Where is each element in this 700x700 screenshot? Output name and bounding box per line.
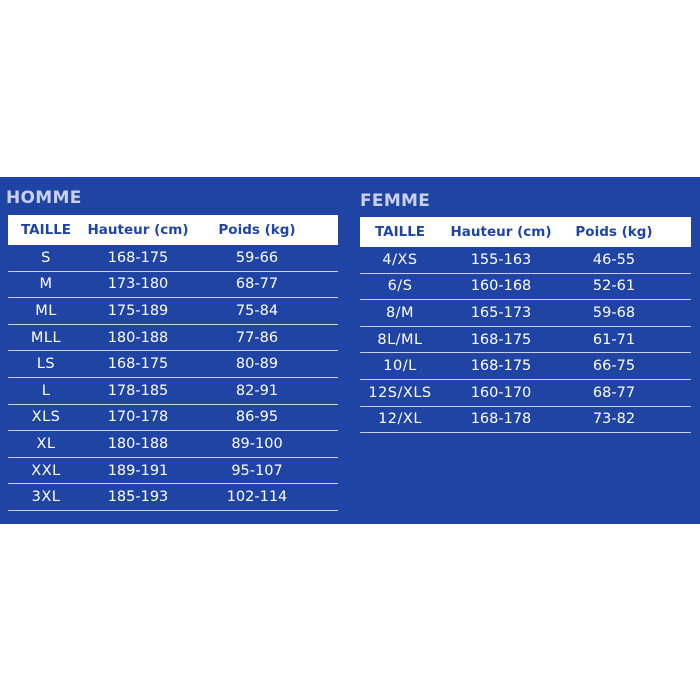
femme-header-taille: TAILLE: [374, 224, 426, 240]
weight-cell: 59-66: [235, 249, 279, 266]
femme-header-row: [360, 217, 691, 247]
table-row: [8, 405, 338, 432]
table-row: [8, 378, 338, 405]
table-row: [360, 300, 691, 327]
size-cell: 10/L: [383, 358, 417, 375]
femme-header-hauteur: Hauteur (cm): [450, 224, 552, 240]
size-cell: ML: [35, 302, 57, 319]
size-cell: 8/M: [385, 304, 415, 321]
table-row: [360, 353, 691, 380]
weight-cell: 46-55: [592, 251, 636, 268]
table-row: [8, 298, 338, 325]
homme-header-poids: Poids (kg): [218, 222, 296, 238]
height-cell: 165-173: [470, 304, 532, 321]
height-cell: 180-188: [107, 329, 169, 346]
size-cell: M: [39, 276, 53, 293]
homme-header-taille: TAILLE: [20, 222, 72, 238]
weight-cell: 89-100: [231, 435, 283, 452]
size-cell: 6/S: [387, 278, 413, 295]
height-cell: 178-185: [107, 382, 169, 399]
homme-size-table: [8, 185, 338, 511]
size-cell: LS: [36, 356, 56, 373]
size-cell: 12/XL: [378, 411, 422, 428]
size-cell: L: [41, 382, 51, 399]
weight-cell: 102-114: [226, 489, 288, 506]
weight-cell: 66-75: [592, 358, 636, 375]
size-cell: 12S/XLS: [368, 384, 432, 401]
weight-cell: 61-71: [592, 331, 636, 348]
height-cell: 175-189: [107, 302, 169, 319]
size-cell: XXL: [31, 462, 61, 479]
height-cell: 168-175: [470, 358, 532, 375]
height-cell: 168-178: [470, 411, 532, 428]
table-row: [360, 274, 691, 301]
height-cell: 180-188: [107, 435, 169, 452]
weight-cell: 68-77: [235, 276, 279, 293]
size-cell: XL: [36, 435, 56, 452]
table-row: [8, 325, 338, 352]
size-cell: 3XL: [31, 489, 61, 506]
table-row: [8, 351, 338, 378]
size-cell: 4/XS: [382, 251, 418, 268]
weight-cell: 59-68: [592, 304, 636, 321]
weight-cell: 95-107: [231, 462, 283, 479]
height-cell: 185-193: [107, 489, 169, 506]
femme-header-poids: Poids (kg): [575, 224, 653, 240]
table-row: [360, 327, 691, 354]
height-cell: 160-170: [470, 384, 532, 401]
homme-header-hauteur: Hauteur (cm): [87, 222, 189, 238]
weight-cell: 86-95: [235, 409, 279, 426]
table-row: [8, 245, 338, 272]
table-row: [8, 272, 338, 299]
height-cell: 168-175: [107, 356, 169, 373]
height-cell: 170-178: [107, 409, 169, 426]
height-cell: 168-175: [470, 331, 532, 348]
weight-cell: 75-84: [235, 302, 279, 319]
homme-title: HOMME: [6, 188, 82, 208]
size-cell: 8L/ML: [377, 331, 423, 348]
height-cell: 155-163: [470, 251, 532, 268]
height-cell: 189-191: [107, 462, 169, 479]
table-row: [360, 247, 691, 274]
table-row: [360, 407, 691, 434]
weight-cell: 82-91: [235, 382, 279, 399]
table-row: [8, 484, 338, 511]
weight-cell: 73-82: [592, 411, 636, 428]
table-row: [8, 431, 338, 458]
femme-title: FEMME: [360, 191, 431, 211]
femme-size-table: [360, 189, 691, 433]
height-cell: 160-168: [470, 278, 532, 295]
height-cell: 168-175: [107, 249, 169, 266]
table-row: [360, 380, 691, 407]
weight-cell: 52-61: [592, 278, 636, 295]
height-cell: 173-180: [107, 276, 169, 293]
weight-cell: 77-86: [235, 329, 279, 346]
size-cell: MLL: [30, 329, 62, 346]
weight-cell: 68-77: [592, 384, 636, 401]
size-cell: S: [41, 249, 51, 266]
table-row: [8, 458, 338, 485]
size-cell: XLS: [31, 409, 61, 426]
homme-header-row: [8, 215, 338, 245]
weight-cell: 80-89: [235, 356, 279, 373]
